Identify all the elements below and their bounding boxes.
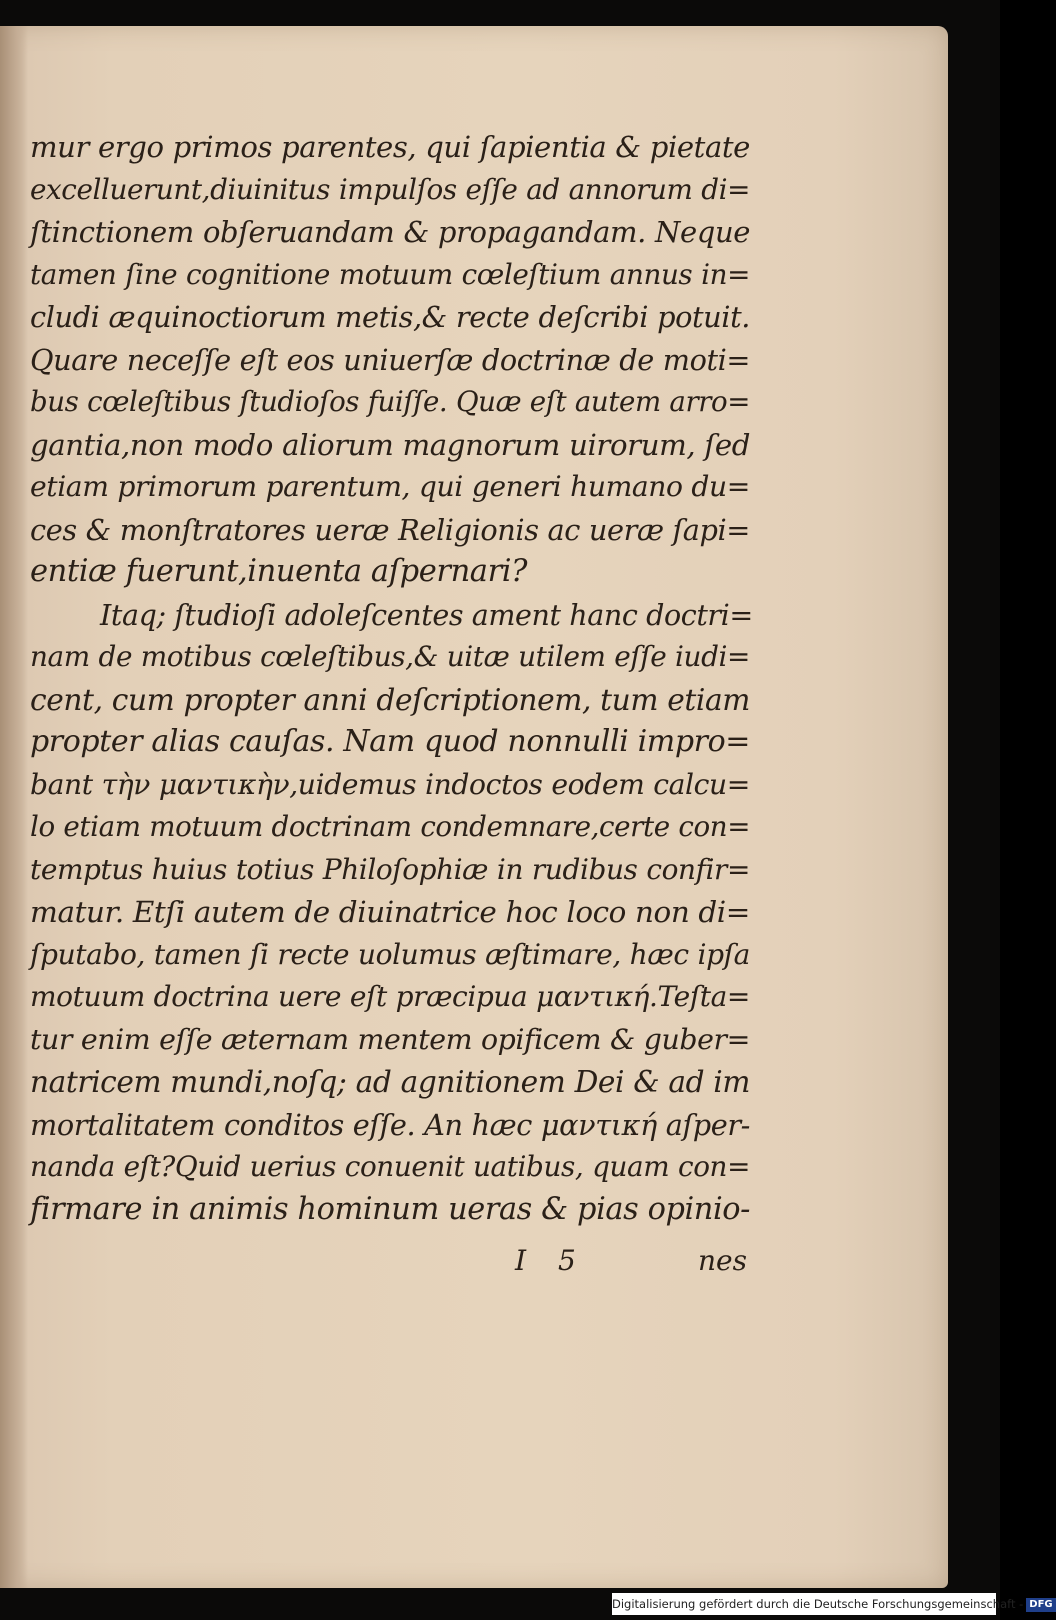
body-text xyxy=(30,126,753,1231)
text-line: temptus huius totius Philoſophiæ in rudibus confir= xyxy=(30,852,750,886)
text-line: mortalitatem conditos eſſe. An hæc μαντική aſper- xyxy=(30,1107,750,1142)
text-line: tamen ſine cognitione motuum cœleſtium annus in= xyxy=(30,257,750,291)
text-line: lo etiam motuum doctrinam condemnare,certe con= xyxy=(30,810,750,843)
text-line: nanda eſt?Quid uerius conuenit uatibus, quam con= xyxy=(30,1150,750,1183)
text-line: nam de motibus cœleſtibus,& uitæ utilem eſſe iudi= xyxy=(30,640,750,673)
signature-mark: I xyxy=(515,1244,527,1277)
text-line: motuum doctrina uere eſt præcipua μαντική.Teſta= xyxy=(30,980,750,1013)
text-line: firmare in animis hominum ueras & pias opinio- xyxy=(30,1191,750,1227)
text-line: matur. Etſi autem de diuinatrice hoc loco non di= xyxy=(30,895,750,929)
text-line: cludi æquinoctiorum metis,& recte deſcribi potuit. xyxy=(30,300,750,334)
text-line: ſtinctionem obſeruandam & propagandam. Neque xyxy=(30,215,750,249)
text-line: gantia,non modo aliorum magnorum uirorum, ſed xyxy=(30,427,750,462)
dfg-logo: DFG xyxy=(1026,1598,1055,1612)
text-line: tur enim eſſe æternam mentem opificem & guber= xyxy=(30,1022,750,1056)
text-line: mur ergo primos parentes, qui ſapientia & pietate xyxy=(30,130,750,164)
text-line: natricem mundi,noſq; ad agnitionem Dei & ad im xyxy=(30,1065,750,1099)
signature-number: 5 xyxy=(558,1244,576,1277)
text-line: excelluerunt,diuinitus impulſos eſſe ad annorum di= xyxy=(30,172,750,206)
page-gutter xyxy=(0,26,28,1588)
text-line: bant τὴν μαντικὴν,uidemus indoctos eodem calcu= xyxy=(30,767,750,801)
digitization-credit xyxy=(612,1593,1053,1615)
text-line: cent, cum propter anni deſcriptionem, tum etiam xyxy=(30,681,750,717)
book-page xyxy=(0,26,948,1588)
text-line: ces & monſtratores ueræ Religionis ac ueræ ſapi= xyxy=(30,512,750,547)
text-line: etiam primorum parentum, qui generi humano du= xyxy=(30,470,750,503)
text-line: bus cœleſtibus ſtudioſos fuiſſe. Quæ eſt autem arro= xyxy=(30,385,750,418)
text-line: Quare neceſſe eſt eos uniuerſæ doctrinæ de moti= xyxy=(30,342,750,377)
credit-text: Digitalisierung gefördert durch die Deutsche Forschungsgemeinschaft - xyxy=(612,1597,1024,1611)
text-line: propter alias cauſas. Nam quod nonnulli impro= xyxy=(30,724,750,759)
catchword: nes xyxy=(698,1244,747,1277)
text-line: Itaq; ſtudioſi adoleſcentes ament hanc doctri= xyxy=(100,597,753,632)
text-line: entiæ fuerunt,inuenta aſpernari? xyxy=(30,554,528,589)
text-line: ſputabo, tamen ſi recte uolumus æſtimare, hæc ipſa xyxy=(30,937,750,971)
